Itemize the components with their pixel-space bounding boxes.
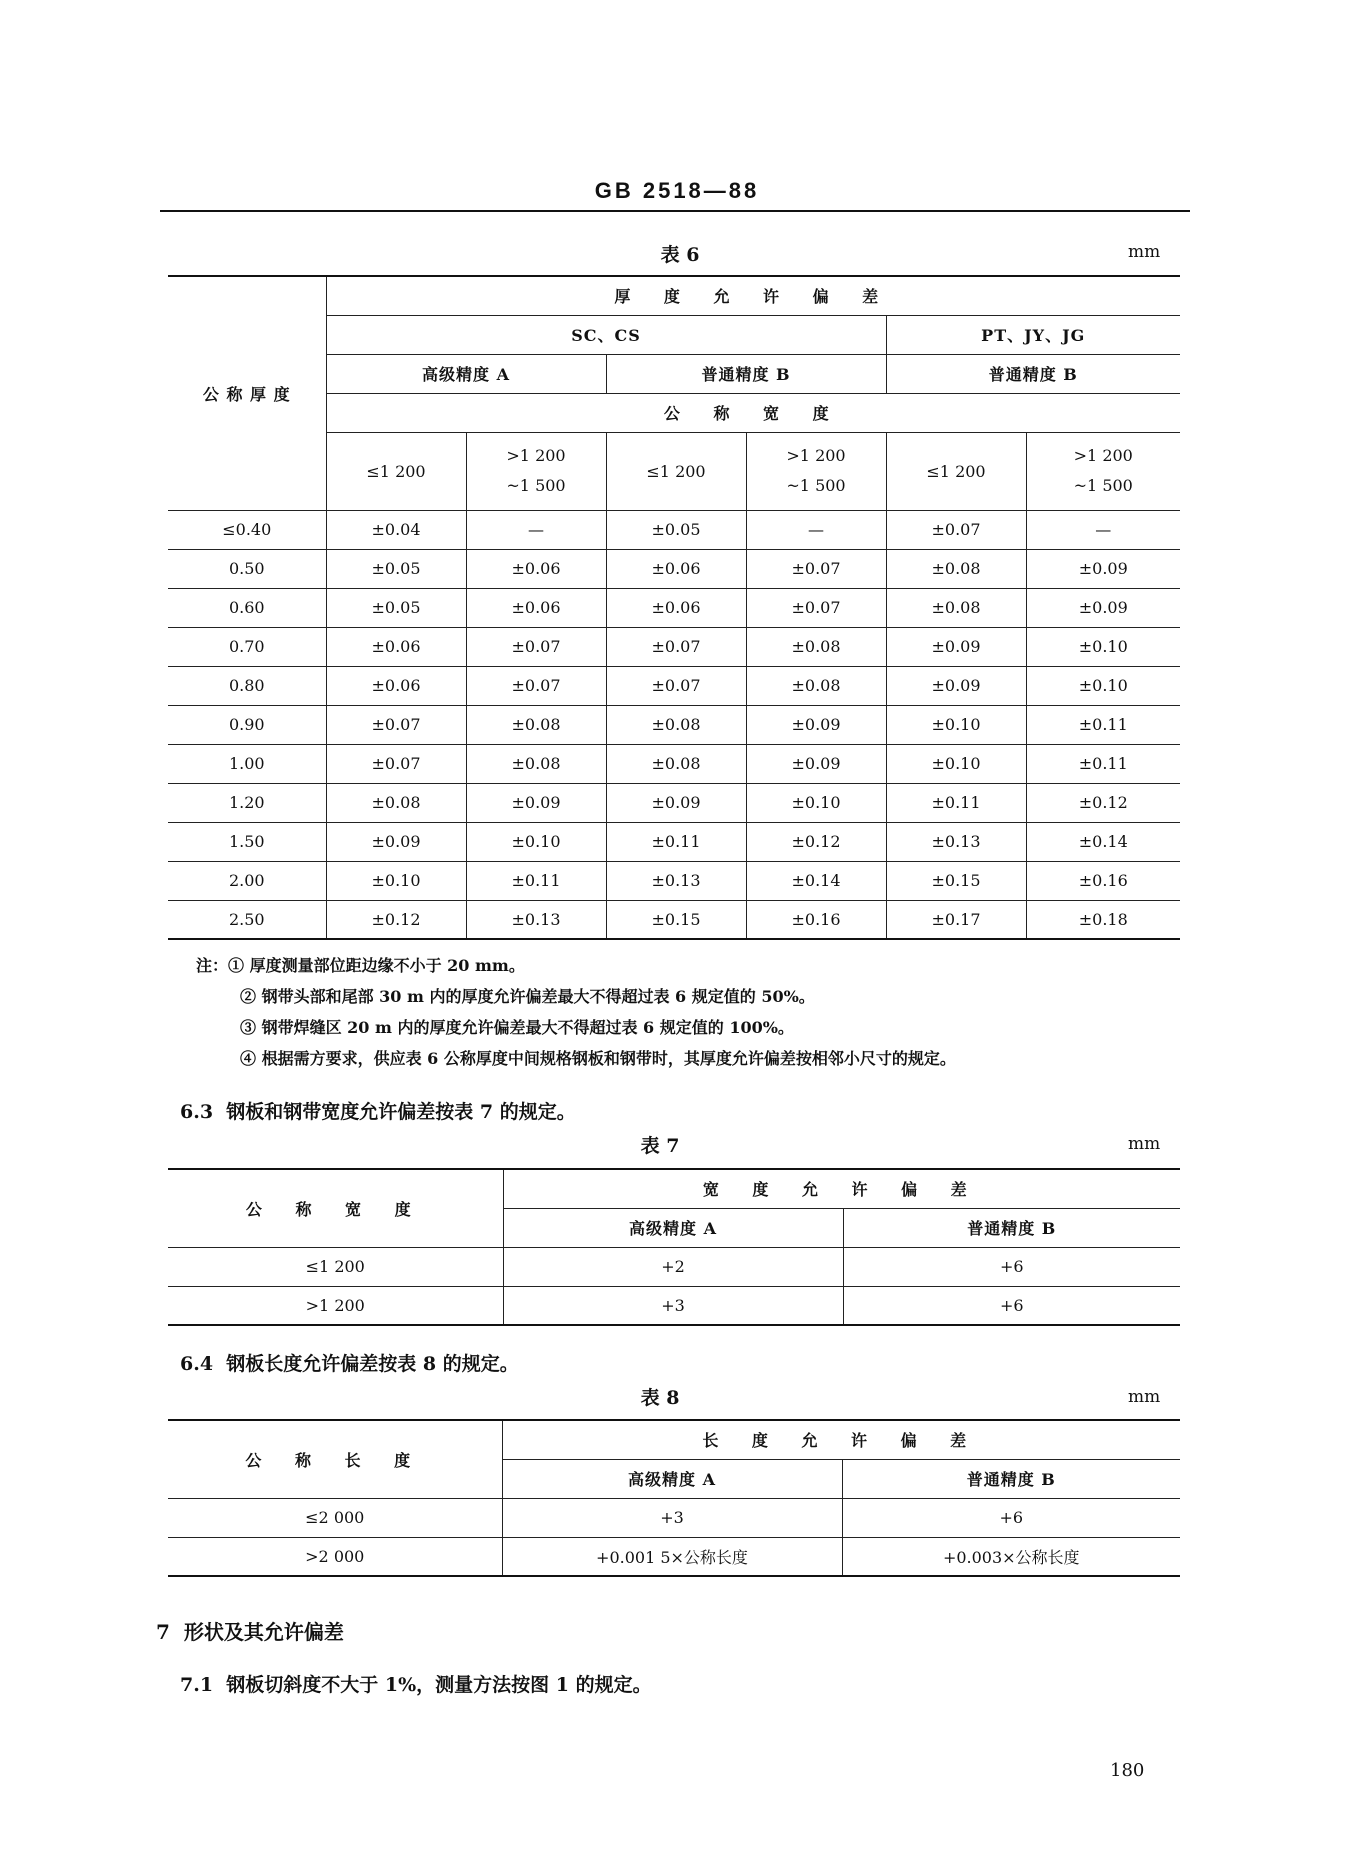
table6-tolerance-cell: ±0.11	[466, 861, 606, 900]
table6-tolerance-cell: —	[746, 510, 886, 549]
table6-tolerance-cell: ±0.12	[326, 900, 466, 939]
table7-cell: ≤1 200	[168, 1247, 503, 1286]
table7-cell: +6	[843, 1247, 1180, 1286]
table6-tolerance-cell: ±0.06	[466, 588, 606, 627]
table6-tolerance-cell: ±0.11	[1026, 744, 1180, 783]
table8-caption: 表 8	[640, 1387, 680, 1409]
table6-tolerance-cell: ±0.12	[746, 822, 886, 861]
table6-tolerance-cell: ±0.15	[606, 900, 746, 939]
table6-tolerance-cell: ±0.15	[886, 861, 1026, 900]
table6-thickness-cell: ≤0.40	[168, 510, 326, 549]
table6-tolerance-cell: ±0.09	[1026, 549, 1180, 588]
table6-precision-b1: 普通精度 B	[606, 354, 886, 393]
table6-tolerance-cell: ±0.09	[746, 744, 886, 783]
table6-thickness-cell: 0.70	[168, 627, 326, 666]
table6-thickness-cell: 1.50	[168, 822, 326, 861]
table8-precision-a: 高级精度 A	[502, 1459, 842, 1498]
table8-group-header: 长 度 允 许 偏 差	[502, 1420, 1180, 1459]
section-7-title: 7 形状及其允许偏差	[156, 1620, 344, 1644]
table6-row	[168, 666, 1180, 705]
table7-cell: >1 200	[168, 1286, 503, 1325]
table6-tolerance-cell: ±0.07	[466, 666, 606, 705]
table6-tolerance-cell: ±0.10	[1026, 666, 1180, 705]
table6-grade-sc: SC、CS	[326, 315, 886, 354]
table8-cell: +3	[502, 1498, 842, 1537]
table6-thickness-cell: 1.00	[168, 744, 326, 783]
table6-row	[168, 744, 1180, 783]
table6-row	[168, 822, 1180, 861]
table6-tolerance-cell: ±0.05	[326, 549, 466, 588]
table6-row	[168, 861, 1180, 900]
table6-row	[168, 627, 1180, 666]
table6-tolerance-cell: ±0.09	[886, 666, 1026, 705]
table6-thickness-cell: 2.00	[168, 861, 326, 900]
table6-col-gt: >1 200 ~1 500	[466, 432, 606, 510]
table8-cell: +6	[842, 1498, 1180, 1537]
table6-tolerance-cell: ±0.18	[1026, 900, 1180, 939]
table6-row	[168, 705, 1180, 744]
table6-tolerance-cell: ±0.08	[746, 627, 886, 666]
table7-cell: +3	[503, 1286, 843, 1325]
table6-tolerance-cell: ±0.10	[886, 705, 1026, 744]
table7-group-header: 宽 度 允 许 偏 差	[503, 1169, 1180, 1208]
clause-7-1: 7.1 钢板切斜度不大于 1%，测量方法按图 1 的规定。	[180, 1674, 652, 1696]
table7-precision-a: 高级精度 A	[503, 1208, 843, 1247]
table6-thickness-cell: 0.80	[168, 666, 326, 705]
table6-tolerance-cell: ±0.07	[326, 705, 466, 744]
table6-tolerance-cell: ±0.08	[606, 744, 746, 783]
table6-precision-a: 高级精度 A	[326, 354, 606, 393]
table6-tolerance-cell: ±0.07	[746, 588, 886, 627]
table6-thickness-cell: 0.60	[168, 588, 326, 627]
table8-row-header: 公 称 长 度	[168, 1420, 502, 1498]
table8-cell: +0.001 5×公称长度	[502, 1537, 842, 1576]
note-1: 注：① 厚度测量部位距边缘不小于 20 mm。	[196, 956, 525, 975]
table6-tolerance-cell: ±0.07	[886, 510, 1026, 549]
table6-tolerance-cell: —	[466, 510, 606, 549]
table8-cell: +0.003×公称长度	[842, 1537, 1180, 1576]
clause-6-3: 6.3 钢板和钢带宽度允许偏差按表 7 的规定。	[180, 1101, 576, 1123]
table6-unit: mm	[1128, 242, 1161, 262]
table7-unit: mm	[1128, 1134, 1161, 1154]
table6-tolerance-cell: ±0.06	[606, 588, 746, 627]
table6-tolerance-cell: ±0.08	[466, 705, 606, 744]
table6-tolerance-cell: ±0.13	[466, 900, 606, 939]
note-4: ④ 根据需方要求，供应表 6 公称厚度中间规格钢板和钢带时，其厚度允许偏差按相邻小尺寸的规定。	[240, 1049, 956, 1068]
table7	[168, 1168, 1180, 1326]
table6-tolerance-cell: ±0.14	[1026, 822, 1180, 861]
table6-col-le: ≤1 200	[326, 432, 466, 510]
table6-col-gt: >1 200 ~1 500	[1026, 432, 1180, 510]
table6-group-header: 厚 度 允 许 偏 差	[326, 276, 1180, 315]
table6-tolerance-cell: ±0.08	[746, 666, 886, 705]
table6-tolerance-cell: ±0.06	[326, 666, 466, 705]
table8-cell: >2 000	[168, 1537, 502, 1576]
table6-tolerance-cell: ±0.08	[886, 549, 1026, 588]
table6-tolerance-cell: ±0.06	[326, 627, 466, 666]
table6-tolerance-cell: ±0.13	[886, 822, 1026, 861]
table6-tolerance-cell: —	[1026, 510, 1180, 549]
table6-tolerance-cell: ±0.08	[606, 705, 746, 744]
table6-tolerance-cell: ±0.08	[326, 783, 466, 822]
table8-cell: ≤2 000	[168, 1498, 502, 1537]
table7-cell: +6	[843, 1286, 1180, 1325]
clause-6-4: 6.4 钢板长度允许偏差按表 8 的规定。	[180, 1353, 519, 1375]
table7-row-header: 公 称 宽 度	[168, 1169, 503, 1247]
table6-tolerance-cell: ±0.10	[326, 861, 466, 900]
table6-tolerance-cell: ±0.09	[1026, 588, 1180, 627]
table6-tolerance-cell: ±0.11	[1026, 705, 1180, 744]
table6-col-gt: >1 200 ~1 500	[746, 432, 886, 510]
table6-tolerance-cell: ±0.09	[466, 783, 606, 822]
table6-tolerance-cell: ±0.13	[606, 861, 746, 900]
table6-row	[168, 510, 1180, 549]
table6-tolerance-cell: ±0.10	[1026, 627, 1180, 666]
table6-grade-pt: PT、JY、JG	[886, 315, 1180, 354]
table6-row	[168, 588, 1180, 627]
table6-tolerance-cell: ±0.10	[746, 783, 886, 822]
table6-tolerance-cell: ±0.07	[606, 627, 746, 666]
table8-unit: mm	[1128, 1387, 1161, 1407]
table6-tolerance-cell: ±0.05	[606, 510, 746, 549]
note-2: ② 钢带头部和尾部 30 m 内的厚度允许偏差最大不得超过表 6 规定值的 50%。	[240, 987, 815, 1006]
table6-tolerance-cell: ±0.07	[606, 666, 746, 705]
page-number: 180	[1110, 1760, 1145, 1781]
note-3: ③ 钢带焊缝区 20 m 内的厚度允许偏差最大不得超过表 6 规定值的 100%。	[240, 1018, 794, 1037]
table8-precision-b: 普通精度 B	[842, 1459, 1180, 1498]
table6-tolerance-cell: ±0.09	[606, 783, 746, 822]
table6-tolerance-cell: ±0.06	[606, 549, 746, 588]
table6-row	[168, 783, 1180, 822]
table6-tolerance-cell: ±0.05	[326, 588, 466, 627]
table8	[168, 1419, 1180, 1577]
table7-caption: 表 7	[640, 1135, 680, 1157]
header-rule	[160, 210, 1190, 212]
table6-thickness-cell: 2.50	[168, 900, 326, 939]
table6-tolerance-cell: ±0.07	[466, 627, 606, 666]
table6	[168, 275, 1180, 940]
table6-col-le: ≤1 200	[606, 432, 746, 510]
table6-caption: 表 6	[660, 244, 700, 266]
table6-precision-b2: 普通精度 B	[886, 354, 1180, 393]
table6-tolerance-cell: ±0.16	[1026, 861, 1180, 900]
table6-tolerance-cell: ±0.07	[746, 549, 886, 588]
table6-row	[168, 900, 1180, 939]
table6-thickness-cell: 0.90	[168, 705, 326, 744]
table6-tolerance-cell: ±0.08	[466, 744, 606, 783]
table6-tolerance-cell: ±0.04	[326, 510, 466, 549]
table6-tolerance-cell: ±0.11	[886, 783, 1026, 822]
table6-tolerance-cell: ±0.10	[466, 822, 606, 861]
table7-cell: +2	[503, 1247, 843, 1286]
table6-tolerance-cell: ±0.06	[466, 549, 606, 588]
table6-tolerance-cell: ±0.10	[886, 744, 1026, 783]
table6-thickness-cell: 1.20	[168, 783, 326, 822]
table6-tolerance-cell: ±0.07	[326, 744, 466, 783]
table6-col-le: ≤1 200	[886, 432, 1026, 510]
table6-tolerance-cell: ±0.09	[746, 705, 886, 744]
table6-tolerance-cell: ±0.12	[1026, 783, 1180, 822]
table6-tolerance-cell: ±0.09	[326, 822, 466, 861]
table7-precision-b: 普通精度 B	[843, 1208, 1180, 1247]
table6-tolerance-cell: ±0.14	[746, 861, 886, 900]
table6-tolerance-cell: ±0.16	[746, 900, 886, 939]
table6-row-header: 公 称 厚 度	[168, 276, 326, 510]
table6-width-header: 公 称 宽 度	[326, 393, 1180, 432]
table6-tolerance-cell: ±0.17	[886, 900, 1026, 939]
standard-code: GB 2518—88	[594, 178, 760, 203]
table6-tolerance-cell: ±0.11	[606, 822, 746, 861]
table6-tolerance-cell: ±0.08	[886, 588, 1026, 627]
table6-thickness-cell: 0.50	[168, 549, 326, 588]
table6-row	[168, 549, 1180, 588]
table6-tolerance-cell: ±0.09	[886, 627, 1026, 666]
